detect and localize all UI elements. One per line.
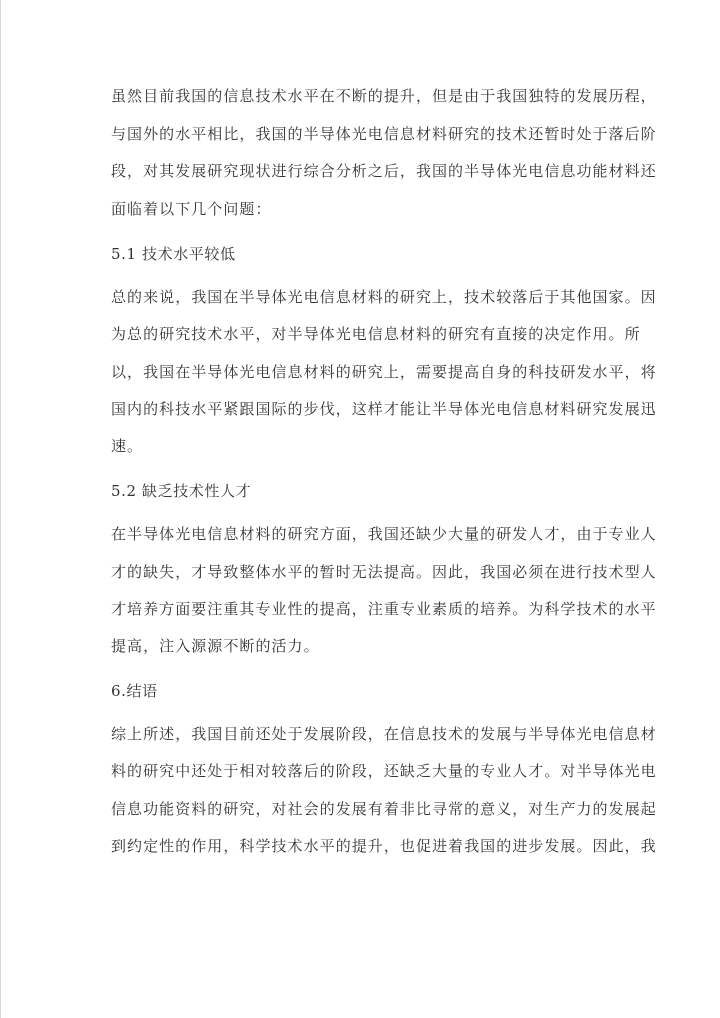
paragraph-line: 以，我国在半导体光电信息材料的研究上，需要提高自身的科技研发水平，将	[111, 363, 657, 381]
paragraph-line: 才的缺失，才导致整体水平的暂时无法提高。因此，我国必须在进行技术型人	[111, 563, 657, 581]
paragraph-line: 段，对其发展研究现状进行综合分析之后，我国的半导体光电信息功能材料还	[111, 162, 657, 180]
section-heading-5-1: 5.1 技术水平较低	[111, 245, 236, 263]
paragraph-line: 料的研究中还处于相对较落后的阶段，还缺乏大量的专业人才。对半导体光电	[111, 762, 657, 780]
paragraph-line: 总的来说，我国在半导体光电信息材料的研究上，技术较落后于其他国家。因	[111, 288, 657, 306]
paragraph-line: 为总的研究技术水平，对半导体光电信息材料的研究有直接的决定作用。所	[111, 325, 641, 343]
paragraph-line: 与国外的水平相比，我国的半导体光电信息材料研究的技术还暂时处于落后阶	[111, 125, 657, 143]
paragraph-line: 在半导体光电信息材料的研究方面，我国还缺少大量的研发人才，由于专业人	[111, 525, 657, 543]
paragraph-line: 提高，注入源源不断的活力。	[111, 637, 320, 655]
paragraph-line: 到约定性的作用，科学技术水平的提升，也促进着我国的进步发展。因此，我	[111, 837, 657, 855]
paragraph-line: 综上所述，我国目前还处于发展阶段，在信息技术的发展与半导体光电信息材	[111, 725, 657, 743]
paragraph-line: 速。	[111, 437, 144, 455]
paragraph-line: 才培养方面要注重其专业性的提高，注重专业素质的培养。为科学技术的水平	[111, 600, 657, 618]
paragraph-line: 信息功能资料的研究，对社会的发展有着非比寻常的意义，对生产力的发展起	[111, 800, 657, 818]
paragraph-line: 国内的科技水平紧跟国际的步伐，这样才能让半导体光电信息材料研究发展迅	[111, 400, 657, 418]
paragraph-line: 虽然目前我国的信息技术水平在不断的提升，但是由于我国独特的发展历程，	[111, 87, 657, 105]
section-heading-6: 6.结语	[111, 682, 158, 700]
paragraph-line: 面临着以下几个问题：	[111, 200, 272, 218]
section-heading-5-2: 5.2 缺乏技术性人才	[111, 482, 252, 500]
